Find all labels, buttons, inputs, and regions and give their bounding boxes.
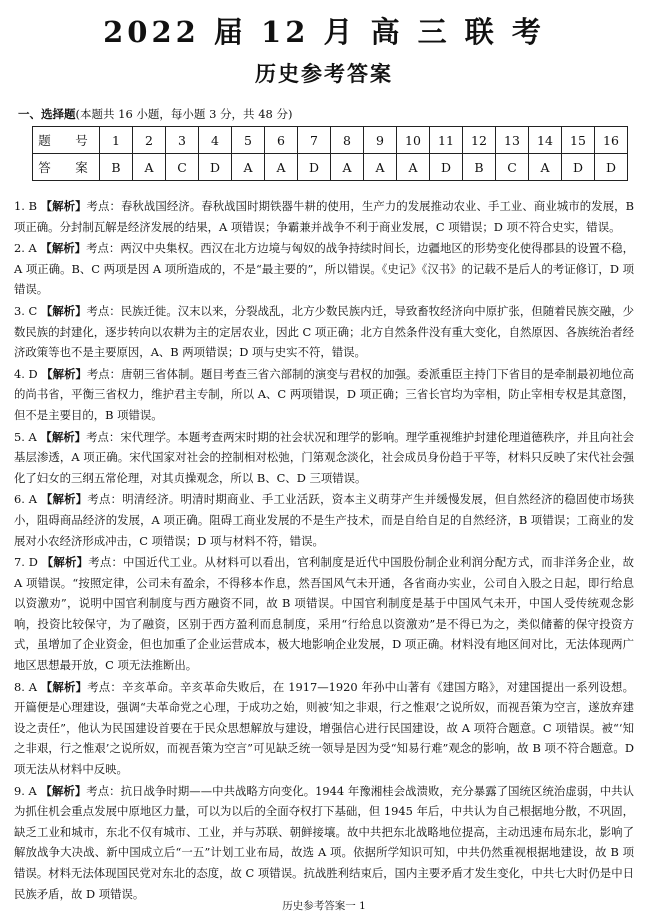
section-note: (本题共 16 小题，每小题 3 分，共 48 分) (75, 107, 293, 121)
explanation-item (14, 364, 634, 426)
item-text: 考点：春秋战国经济。春秋战国时期铁器牛耕的使用，生产力的发展推动农业、手工业、商业城市的发展，B 项正确。分封制瓦解是经济发展的结果，A 项错误；争霸兼并战争不利于商业发展，C 项错误；D 项不符合史实，错误。 (14, 199, 635, 234)
item-number: 7. D (14, 555, 38, 570)
answer-cell: A (331, 154, 364, 181)
section-heading (18, 106, 293, 122)
question-number-cell: 13 (496, 127, 529, 154)
question-number-cell: 2 (133, 127, 166, 154)
page-footer: 历史参考答案一 1 (282, 900, 366, 912)
row-label-answer: 答 案 (33, 154, 100, 181)
answer-table-answer-row (33, 154, 628, 181)
analysis-tag: 【解析】 (41, 366, 87, 381)
analysis-tag: 【解析】 (40, 303, 87, 318)
answer-cell: A (232, 154, 265, 181)
analysis-tag: 【解析】 (40, 241, 87, 256)
question-number-cell: 1 (100, 127, 133, 154)
answer-table-number-row (33, 127, 628, 154)
item-text: 考点：两汉中央集权。西汉在北方边境与匈奴的战争持续时间长，边疆地区的形势变化使得郡县的设置不稳，A 项正确。B、C 两项是因 A 项所造成的，不是“最主要的”，所以错误。《史记》《汉书》的记载不是后人的考证修订，D 项错误。 (14, 241, 634, 297)
answer-cell: D (595, 154, 628, 181)
question-number-cell: 16 (595, 127, 628, 154)
explanation-item (14, 677, 634, 780)
answer-cell: B (463, 154, 496, 181)
analysis-tag: 【解析】 (40, 492, 88, 507)
question-number-cell: 4 (199, 127, 232, 154)
explanation-item (14, 552, 634, 676)
item-number: 2. A (14, 241, 37, 256)
answer-table (32, 126, 628, 181)
analysis-tag: 【解析】 (40, 199, 87, 213)
row-label-question: 题 号 (33, 127, 100, 154)
explanation-item (14, 196, 634, 237)
item-text: 考点：唐朝三省体制。题目考查三省六部制的演变与君权的加强。委派重臣主持门下省目的是牵制最初地位高的尚书省，平衡三省权力，维护君主专制，所以 A、C 两项错误，D 项正确；三省长官均为宰相，防止宰相专权是其意图，但不是主要目的，B 项错误。 (14, 366, 634, 422)
answer-cell: D (562, 154, 595, 181)
question-number-cell: 3 (166, 127, 199, 154)
answer-cell: D (430, 154, 463, 181)
page-title: 2022 届 12 月 高 三 联 考 (103, 15, 545, 49)
answer-cell: C (496, 154, 529, 181)
answer-cell: C (166, 154, 199, 181)
answer-cell: A (529, 154, 562, 181)
question-number-cell: 14 (529, 127, 562, 154)
analysis-tag: 【解析】 (41, 555, 89, 570)
question-number-cell: 9 (364, 127, 397, 154)
answer-cell: D (298, 154, 331, 181)
answer-cell: A (265, 154, 298, 181)
item-number: 6. A (14, 492, 37, 507)
answer-cell: A (133, 154, 166, 181)
explanations-list (14, 196, 634, 905)
analysis-tag: 【解析】 (40, 679, 88, 694)
item-text: 考点：抗日战争时期——中共战略方向变化。1944 年豫湘桂会战溃败，充分暴露了国统区统治虚弱，中共认为抓住机会重点发展中原地区力量，可以为以后的全面夺权打下基础，但 1945 年后，中共认为自己根据地分散，不巩固，缺乏工业和城市，东北不仅有城市、工业，并与苏联、朝鲜接壤。故中共把东北战略地位提高，主动迅速布局东北，影响了解放战争大决战、新中国成立后“一五”计划工业布局，故选 A 项。依据所学知识可知，中共仍然重视根据地建设，故 B 项错误。材料无法体现国民党对东北的态度，故 C 项错误。抗战胜利结束后，国内主要矛盾才发生变化，中共七大时仍是中日民族矛盾，故 D 项错误。 (14, 783, 634, 901)
item-text: 考点：辛亥革命。辛亥革命失败后，在 1917—1920 年孙中山著有《建国方略》，对建国提出一系列设想。开篇便是心理建设，强调“夫革命党之心理，于成功之始，则被‘知之非艰，行之惟艰’之说所奴，而视吾策为空言，遂放弃建设之责任”，他认为民国建设首要在于民众思想解放与建设，增强信心进行民国建设，故 A 项符合题意。C 项错误。被“‘知之非艰，行之惟艰’之说所奴，而视吾策为空言”可见缺乏统一领导是因为受“知易行难”观念的影响，故 B 项不符合题意。D 项无法从材料中反映。 (14, 679, 635, 777)
analysis-tag: 【解析】 (40, 429, 87, 444)
answer-cell: D (199, 154, 232, 181)
question-number-cell: 10 (397, 127, 430, 154)
item-number: 1. B (14, 199, 37, 213)
explanation-item (14, 238, 634, 300)
analysis-tag: 【解析】 (40, 783, 87, 798)
item-text: 考点：民族迁徙。汉末以来，分裂战乱，北方少数民族内迁，导致畜牧经济向中原扩张，但随着民族交融，少数民族的封建化，逐步转向以农耕为主的定居农业，因此 C 项正确；北方自然条件没有重大变化，自然原因、各族统治者经济政策等也不是主要原因，A、B 两项错误；D 项与史实不符，错误。 (14, 303, 634, 360)
item-number: 4. D (14, 366, 38, 381)
explanation-item (14, 489, 634, 551)
section-label: 一、选择题 (18, 107, 76, 121)
item-number: 3. C (14, 303, 38, 318)
question-number-cell: 6 (265, 127, 298, 154)
question-number-cell: 7 (298, 127, 331, 154)
answer-cell: A (364, 154, 397, 181)
question-number-cell: 15 (562, 127, 595, 154)
question-number-cell: 11 (430, 127, 463, 154)
explanation-item (14, 781, 634, 905)
item-number: 5. A (14, 429, 37, 444)
item-text: 考点：明清经济。明清时期商业、手工业活跃，资本主义萌芽产生并缓慢发展，但自然经济的稳固使市场狭小，阻碍商品经济的发展，A 项正确。阻碍工商业发展的不是生产技术，而是自给自足的自然经济，B 项错误；工商业的发展对小农经济形成冲击，C 项错误；D 项与材料不符，错误。 (14, 492, 634, 548)
question-number-cell: 5 (232, 127, 265, 154)
question-number-cell: 12 (463, 127, 496, 154)
item-number: 9. A (14, 783, 37, 798)
answer-cell: B (100, 154, 133, 181)
explanation-item (14, 427, 634, 489)
item-number: 8. A (14, 679, 37, 694)
item-text: 考点：中国近代工业。从材料可以看出，官利制度是近代中国股份制企业利润分配方式，而非洋务企业，故 A 项错误。“按照定律，公司未有盈余，不得移本作息，然吾国风气未开通，各省商办实业，公司自入股之日起，即行给息以资激劝”，说明中国官利制度与西方融资不同，故 B 项错误。中国官利制度是基于中国风气未开，中国人受传统观念影响，投资比较保守，为了融资，区别于西方盈利而息制度，采用“行给息以资激劝”是不得已为之，类似储蓄的保守投资方式，虽增加了企业资金，但也加重了企业运营成本，极大地影响企业发展，D 项正确。材料没有地区间对比，无法体现两广地区思想最开放，C 项无法推断出。 (14, 555, 635, 673)
answer-cell: A (397, 154, 430, 181)
item-text: 考点：宋代理学。本题考查两宋时期的社会状况和理学的影响。理学重视维护封建伦理道德秩序，并且向社会基层渗透，A 项正确。宋代国家对社会的控制相对松弛，门第观念淡化，社会成员身份趋于平等，材料只反映了宋代社会强化了妇女的三纲五常伦理，对其贞操观念，所以 B、C、D 三项错误。 (14, 429, 634, 485)
explanation-item (14, 301, 634, 363)
page-subtitle: 历史参考答案 (255, 61, 393, 86)
question-number-cell: 8 (331, 127, 364, 154)
